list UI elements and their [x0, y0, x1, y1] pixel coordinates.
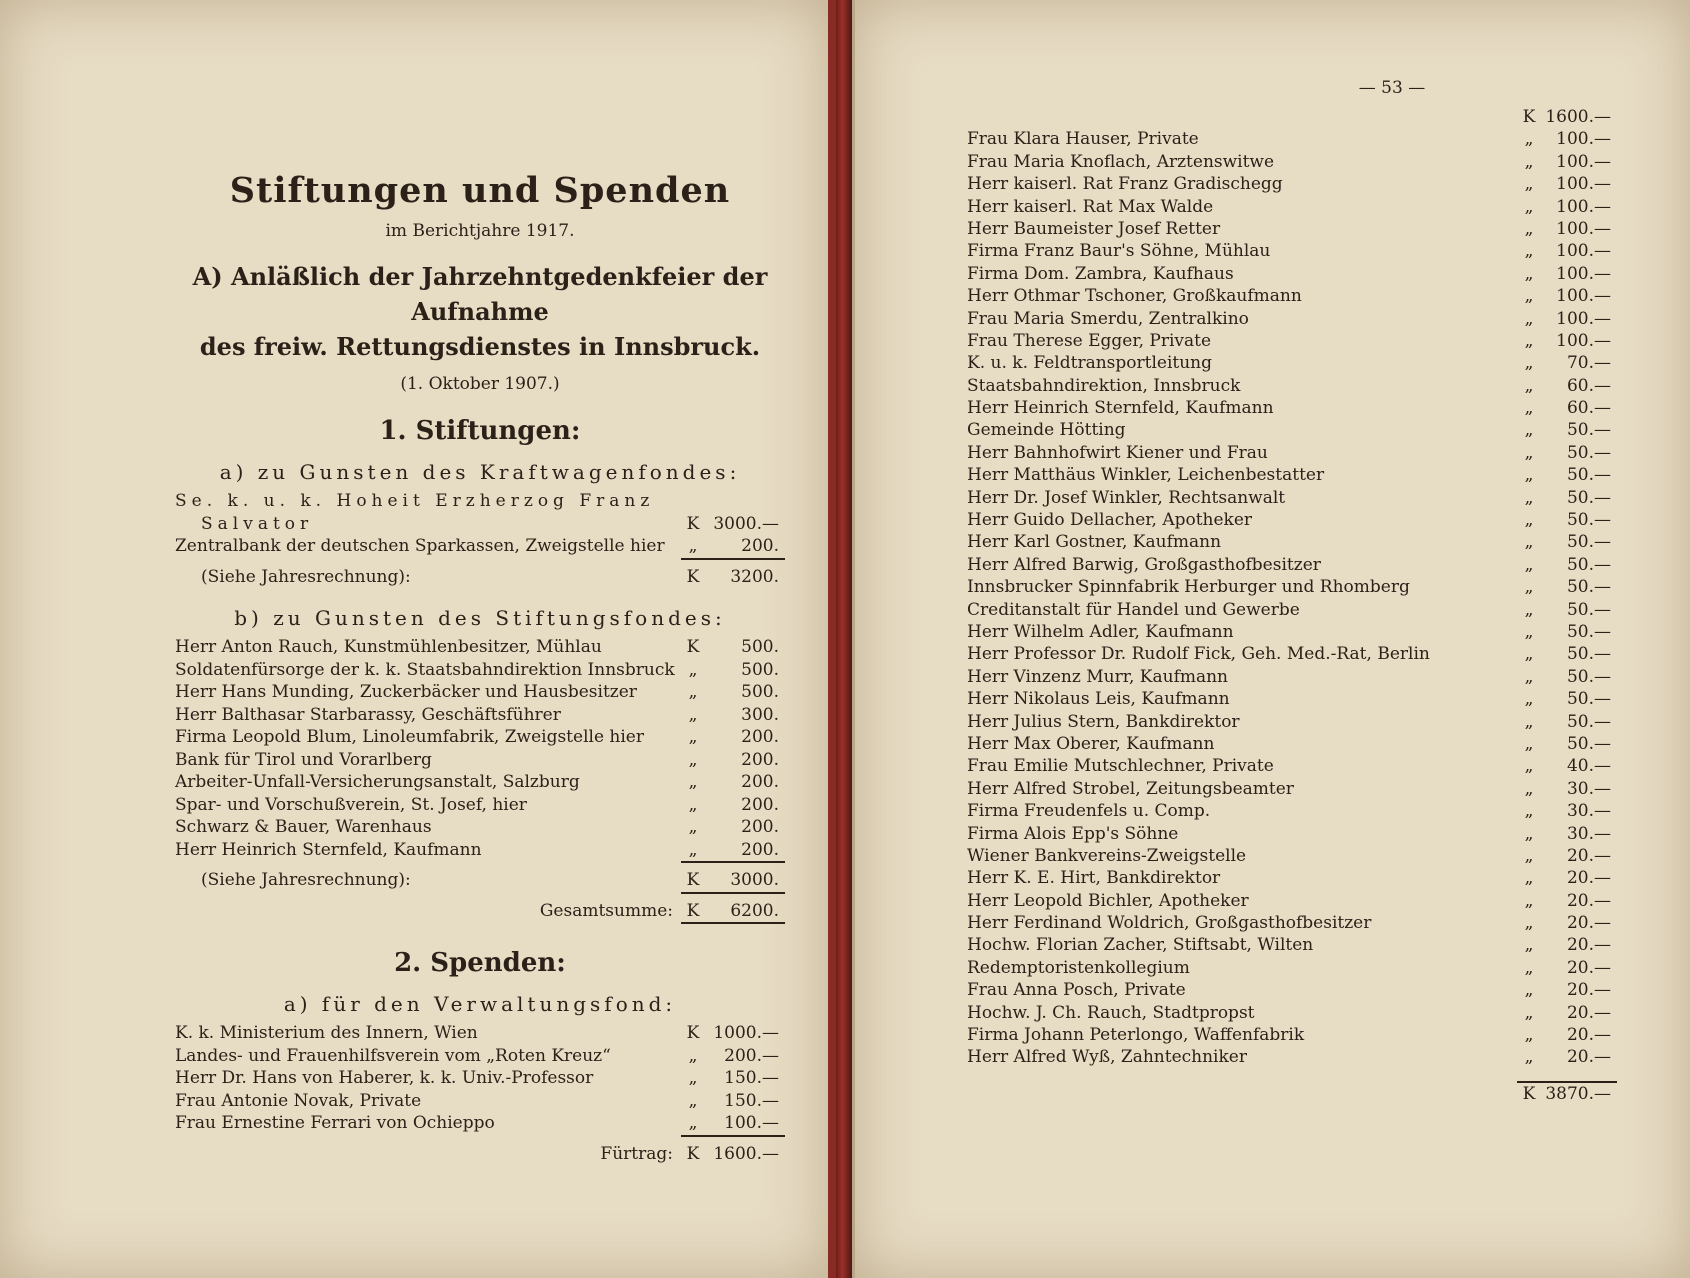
currency-mark: K — [686, 1023, 700, 1043]
list-item — [967, 576, 1617, 598]
donor-name: Firma Dom. Zambra, Kaufhaus — [967, 263, 1234, 284]
donation-amount: 150.— — [724, 1068, 779, 1088]
donor-name: Firma Franz Baur's Söhne, Mühlau — [967, 241, 1271, 262]
currency-mark: „ — [1524, 510, 1534, 531]
list-item — [967, 599, 1617, 621]
donation-amount: 100.— — [1556, 129, 1611, 150]
list-item — [967, 823, 1617, 845]
donor-name: Herr Dr. Josef Winkler, Rechtsanwalt — [967, 487, 1286, 508]
donation-amount: 200. — [705, 839, 785, 864]
donor-name: Herr Ferdinand Woldrich, Großgasthofbesitzer — [967, 913, 1372, 934]
list-item — [967, 643, 1617, 665]
donor-name: Se. k. u. k. Hoheit Erzherzog Franz — [175, 491, 655, 511]
currency-mark: „ — [1524, 465, 1534, 486]
list-item — [967, 957, 1617, 979]
currency-mark: „ — [1524, 778, 1534, 799]
list-item — [967, 1002, 1617, 1024]
donation-amount: 50.— — [1566, 442, 1611, 463]
currency-mark: „ — [688, 1045, 698, 1066]
donation-amount: 100.— — [1556, 263, 1611, 284]
donation-amount: 50.— — [1566, 554, 1611, 575]
currency-mark: „ — [1524, 845, 1534, 866]
currency-mark: „ — [1524, 1025, 1534, 1046]
book-spine — [836, 0, 852, 1278]
list-item — [967, 755, 1617, 777]
currency-mark: „ — [688, 749, 698, 770]
donor-name: Herr Max Oberer, Kaufmann — [967, 733, 1215, 754]
donor-list — [967, 128, 1617, 1068]
currency-mark: „ — [688, 659, 698, 680]
currency-mark: „ — [1524, 980, 1534, 1001]
currency-mark: „ — [688, 727, 698, 747]
list-item — [175, 794, 785, 817]
donation-amount: 200. — [741, 749, 779, 770]
right-page-content — [967, 78, 1617, 1103]
donation-amount: 50.— — [1566, 711, 1611, 732]
list-item — [967, 666, 1617, 688]
donor-name: Herr Balthasar Starbarassy, Geschäftsführer — [175, 704, 561, 725]
currency-mark: K — [681, 869, 705, 894]
donor-name: Schwarz & Bauer, Warenhaus — [175, 817, 432, 837]
donor-name: Spar- und Vorschußverein, St. Josef, hier — [175, 794, 527, 815]
donation-amount: 100.— — [1556, 330, 1611, 351]
carry-forward-row — [175, 1143, 785, 1166]
list-item — [967, 934, 1617, 956]
donor-name: Herr Professor Dr. Rudolf Fick, Geh. Med.-Rat, Berlin — [967, 644, 1430, 665]
currency-mark: „ — [1524, 1002, 1534, 1023]
list-item — [967, 531, 1617, 553]
grand-total-row — [175, 900, 785, 923]
list-item — [967, 173, 1617, 195]
list-item — [967, 979, 1617, 1001]
subtotal-row — [175, 566, 785, 589]
fund-stiftung-heading: b) zu Gunsten des Stiftungsfondes: — [234, 606, 726, 630]
donor-name: Frau Emilie Mutschlechner, Private — [967, 756, 1274, 777]
donation-amount: 100.— — [1556, 218, 1611, 239]
currency-mark: „ — [1524, 554, 1534, 575]
currency-mark: K — [686, 513, 700, 534]
donor-name: Bank für Tirol und Vorarlberg — [175, 749, 432, 770]
donor-name: Creditanstalt für Handel und Gewerbe — [967, 599, 1300, 620]
total-amount: 3870.— — [1541, 1081, 1617, 1105]
donation-amount: 200. — [741, 794, 779, 815]
list-item — [175, 490, 785, 513]
list-item — [967, 330, 1617, 352]
donor-name: Salvator — [201, 513, 314, 534]
donation-amount: 70.— — [1566, 353, 1611, 374]
subtotal-label: (Siehe Jahresrechnung): — [201, 870, 411, 890]
donation-amount: 100.— — [1556, 308, 1611, 329]
donation-amount: 20.— — [1566, 1002, 1611, 1023]
donation-amount: 200. — [741, 817, 779, 837]
list-item — [175, 839, 785, 862]
donation-amount: 50.— — [1566, 510, 1611, 531]
list-item — [967, 800, 1617, 822]
donor-name: Herr Julius Stern, Bankdirektor — [967, 711, 1240, 732]
currency-mark: „ — [1524, 621, 1534, 642]
donation-amount: 20.— — [1566, 868, 1611, 889]
currency-mark: „ — [1524, 1047, 1534, 1068]
donation-amount: 40.— — [1566, 756, 1611, 777]
donor-name: Herr Baumeister Josef Retter — [967, 218, 1221, 239]
currency-mark: „ — [1524, 487, 1534, 508]
donation-amount: 100.— — [1556, 151, 1611, 172]
list-item — [175, 749, 785, 772]
list-item — [967, 285, 1617, 307]
donation-amount: 300. — [741, 704, 779, 725]
list-item — [967, 308, 1617, 330]
donation-amount: 150.— — [724, 1090, 779, 1111]
donor-name: Herr Hans Munding, Zuckerbäcker und Hausbesitzer — [175, 682, 637, 702]
donation-amount: 50.— — [1566, 733, 1611, 754]
list-item — [967, 464, 1617, 486]
donor-name: Herr Vinzenz Murr, Kaufmann — [967, 666, 1229, 687]
donation-amount: 20.— — [1566, 1047, 1611, 1068]
currency-mark: „ — [688, 704, 698, 725]
donor-name: K. u. k. Feldtransportleitung — [967, 353, 1213, 374]
fund-kraftwagen-list — [175, 490, 785, 588]
donation-amount: 50.— — [1566, 644, 1611, 665]
currency-mark: „ — [688, 682, 698, 702]
donor-name: Firma Alois Epp's Söhne — [967, 823, 1179, 844]
currency-mark: „ — [688, 1068, 698, 1088]
donation-amount: 50.— — [1566, 420, 1611, 441]
currency-mark: „ — [1524, 218, 1534, 239]
currency-mark: „ — [1524, 599, 1534, 620]
fund-kraftwagen-heading: a) zu Gunsten des Kraftwagenfondes: — [219, 460, 741, 484]
fund-verwaltung-heading: a) für den Verwaltungsfond: — [283, 992, 677, 1016]
donor-name: Herr kaiserl. Rat Max Walde — [967, 196, 1214, 217]
donor-name: Firma Leopold Blum, Linoleumfabrik, Zweigstelle hier — [175, 727, 644, 747]
donation-amount: 500. — [741, 659, 779, 680]
donor-name: Herr Dr. Hans von Haberer, k. k. Univ.-Professor — [175, 1068, 594, 1088]
donation-amount: 30.— — [1566, 823, 1611, 844]
list-item — [967, 912, 1617, 934]
donation-amount: 1000.— — [713, 1023, 779, 1043]
list-item — [967, 688, 1617, 710]
subtotal-row — [175, 869, 785, 892]
fund-verwaltung-list — [175, 1022, 785, 1165]
donation-amount: 20.— — [1566, 913, 1611, 934]
list-item — [967, 509, 1617, 531]
donor-name: Herr Leopold Bichler, Apotheker — [967, 890, 1249, 911]
list-item — [967, 397, 1617, 419]
subtotal-amount: 3200. — [730, 566, 779, 587]
list-item — [967, 352, 1617, 374]
left-page — [0, 0, 836, 1278]
headline-line-1: A) Anläßlich der Jahrzehntgedenkfeier der Aufnahme — [192, 262, 768, 326]
currency-mark: „ — [1524, 913, 1534, 934]
list-item — [175, 659, 785, 682]
list-item — [967, 1046, 1617, 1068]
list-item — [967, 1024, 1617, 1046]
currency-mark: „ — [1524, 353, 1534, 374]
list-item — [967, 621, 1617, 643]
left-page-content — [175, 170, 785, 1165]
donation-amount: 20.— — [1566, 935, 1611, 956]
list-item — [175, 726, 785, 749]
donation-amount: 60.— — [1566, 398, 1611, 419]
currency-mark: „ — [688, 817, 698, 837]
list-item — [967, 554, 1617, 576]
donation-amount: 200.— — [724, 1045, 779, 1066]
list-item — [175, 1022, 785, 1045]
donation-amount: 20.— — [1566, 845, 1611, 866]
list-item — [967, 419, 1617, 441]
carry-forward-label: Fürtrag: — [600, 1143, 673, 1164]
list-item — [967, 263, 1617, 285]
donation-amount: 20.— — [1566, 890, 1611, 911]
currency-mark: „ — [1524, 196, 1534, 217]
donor-name: Gemeinde Hötting — [967, 420, 1126, 441]
donor-name: Firma Freudenfels u. Comp. — [967, 801, 1211, 822]
currency-mark: K — [681, 900, 705, 925]
list-item — [175, 1112, 785, 1135]
donor-name: Herr Guido Dellacher, Apotheker — [967, 510, 1253, 531]
page-title: Stiftungen und Spenden — [229, 170, 731, 211]
donation-amount: 100.— — [1556, 174, 1611, 195]
list-item — [967, 733, 1617, 755]
donor-name: K. k. Ministerium des Innern, Wien — [175, 1023, 478, 1043]
donor-name: Hochw. J. Ch. Rauch, Stadtpropst — [967, 1002, 1255, 1023]
donor-name: Hochw. Florian Zacher, Stiftsabt, Wilten — [967, 935, 1314, 956]
donation-amount: 100.— — [705, 1112, 785, 1137]
donor-name: Soldatenfürsorge der k. k. Staatsbahndirektion Innsbruck — [175, 659, 675, 680]
subtotal-amount: 3000. — [705, 869, 785, 894]
currency-mark: „ — [1524, 420, 1534, 441]
donation-amount: 50.— — [1566, 487, 1611, 508]
donation-amount: 500. — [741, 637, 779, 657]
currency-mark: „ — [1524, 263, 1534, 284]
donor-name: Herr Alfred Barwig, Großgasthofbesitzer — [967, 554, 1321, 575]
currency-mark: „ — [1524, 241, 1534, 262]
donor-name: Landes- und Frauenhilfsverein vom „Roten Kreuz“ — [175, 1045, 611, 1066]
list-item — [175, 771, 785, 794]
page-number: — 53 — — [1358, 78, 1426, 98]
donor-name: Innsbrucker Spinnfabrik Herburger und Rhomberg — [967, 577, 1410, 598]
list-item — [967, 867, 1617, 889]
donor-name: Herr Matthäus Winkler, Leichenbestatter — [967, 465, 1325, 486]
list-item — [967, 890, 1617, 912]
donation-amount: 500. — [741, 682, 779, 702]
donor-name: Herr Wilhelm Adler, Kaufmann — [967, 621, 1234, 642]
donation-amount: 3000.— — [713, 513, 779, 534]
list-item — [175, 1090, 785, 1113]
carry-forward-amount: 1600.— — [713, 1143, 779, 1164]
donor-name: Frau Maria Smerdu, Zentralkino — [967, 308, 1249, 329]
event-date: (1. Oktober 1907.) — [400, 374, 560, 394]
currency-mark: „ — [1524, 308, 1534, 329]
donor-name: Staatsbahndirektion, Innsbruck — [967, 375, 1241, 396]
currency-mark: „ — [1524, 286, 1534, 307]
donation-amount: 50.— — [1566, 532, 1611, 553]
currency-mark: K — [686, 1143, 700, 1164]
donation-amount: 200. — [741, 727, 779, 747]
currency-mark: „ — [1524, 398, 1534, 419]
currency-mark: „ — [1524, 532, 1534, 553]
currency-mark: „ — [1524, 890, 1534, 911]
donation-amount: 30.— — [1566, 801, 1611, 822]
currency-mark: „ — [1524, 756, 1534, 777]
list-item — [175, 704, 785, 727]
list-item — [967, 240, 1617, 262]
currency-mark: K — [1522, 107, 1536, 127]
carry-over-amount: 1600.— — [1545, 107, 1611, 127]
donor-name: Frau Therese Egger, Private — [967, 330, 1212, 351]
page-subtitle: im Berichtjahre 1917. — [385, 221, 575, 241]
list-item — [967, 487, 1617, 509]
list-item — [175, 1045, 785, 1068]
donation-amount: 20.— — [1566, 1025, 1611, 1046]
currency-mark: „ — [1524, 375, 1534, 396]
list-item — [967, 778, 1617, 800]
donor-name: Herr Anton Rauch, Kunstmühlenbesitzer, Mühlau — [175, 637, 602, 657]
right-page — [852, 0, 1690, 1278]
currency-mark: „ — [1524, 129, 1534, 150]
donation-amount: 20.— — [1566, 957, 1611, 978]
donor-name: Herr Alfred Strobel, Zeitungsbeamter — [967, 778, 1294, 799]
currency-mark: „ — [681, 839, 705, 864]
currency-mark: „ — [1524, 577, 1534, 598]
donor-name: Frau Anna Posch, Private — [967, 980, 1186, 1001]
list-item — [967, 151, 1617, 173]
currency-mark: „ — [681, 1112, 705, 1137]
currency-mark: „ — [1524, 711, 1534, 732]
donor-name: Herr K. E. Hirt, Bankdirektor — [967, 868, 1221, 889]
currency-mark: „ — [1524, 174, 1534, 195]
list-item — [967, 218, 1617, 240]
currency-mark: „ — [688, 772, 698, 792]
donor-name: Herr Alfred Wyß, Zahntechniker — [967, 1047, 1247, 1068]
currency-mark: K — [686, 566, 700, 587]
currency-mark: „ — [1524, 330, 1534, 351]
grand-total-amount: 6200. — [705, 900, 785, 925]
currency-mark: „ — [688, 1090, 698, 1111]
donor-name: Redemptoristenkollegium — [967, 957, 1190, 978]
donation-amount: 50.— — [1566, 621, 1611, 642]
list-item — [175, 513, 785, 536]
donor-name: Herr Karl Gostner, Kaufmann — [967, 532, 1222, 553]
currency-mark: „ — [1524, 935, 1534, 956]
list-item — [175, 636, 785, 659]
list-item — [175, 681, 785, 704]
headline-line-2: des freiw. Rettungsdienstes in Innsbruck. — [199, 332, 761, 361]
subtotal-label: (Siehe Jahresrechnung): — [201, 566, 411, 587]
currency-mark: „ — [1524, 868, 1534, 889]
donor-name: Herr Heinrich Sternfeld, Kaufmann — [175, 839, 482, 860]
currency-mark: „ — [1524, 801, 1534, 822]
section-spenden-title: 2. Spenden: — [394, 948, 566, 978]
donation-amount: 50.— — [1566, 599, 1611, 620]
donor-name: Wiener Bankvereins-Zweigstelle — [967, 845, 1247, 866]
fund-stiftung-list — [175, 636, 785, 922]
list-item — [967, 375, 1617, 397]
currency-mark: „ — [1524, 666, 1534, 687]
list-item — [175, 535, 785, 558]
list-item — [175, 816, 785, 839]
donation-amount: 200. — [705, 535, 785, 560]
donation-amount: 30.— — [1566, 778, 1611, 799]
carry-over-row — [967, 106, 1617, 128]
grand-total-label: Gesamtsumme: — [539, 900, 673, 921]
donation-amount: 50.— — [1566, 577, 1611, 598]
donation-amount: 100.— — [1556, 241, 1611, 262]
donor-name: Herr Nikolaus Leis, Kaufmann — [967, 689, 1230, 710]
currency-mark: „ — [688, 794, 698, 815]
currency-mark: „ — [1524, 823, 1534, 844]
currency-mark: „ — [681, 535, 705, 560]
section-stiftungen-title: 1. Stiftungen: — [379, 416, 581, 446]
donation-amount: 100.— — [1556, 286, 1611, 307]
currency-mark: „ — [1524, 644, 1534, 665]
currency-mark: „ — [1524, 957, 1534, 978]
donor-name: Arbeiter-Unfall-Versicherungsanstalt, Salzburg — [175, 772, 580, 792]
donor-name: Frau Klara Hauser, Private — [967, 129, 1199, 150]
currency-mark: „ — [1524, 689, 1534, 710]
donation-amount: 50.— — [1566, 465, 1611, 486]
list-item — [967, 196, 1617, 218]
donor-name: Frau Ernestine Ferrari von Ochieppo — [175, 1113, 495, 1133]
currency-mark: „ — [1524, 151, 1534, 172]
currency-mark: „ — [1524, 733, 1534, 754]
donor-name: Zentralbank der deutschen Sparkassen, Zweigstelle hier — [175, 536, 665, 556]
list-item — [967, 128, 1617, 150]
donation-amount: 50.— — [1566, 689, 1611, 710]
donor-name: Firma Johann Peterlongo, Waffenfabrik — [967, 1025, 1305, 1046]
list-item — [967, 845, 1617, 867]
donor-name: Herr Bahnhofwirt Kiener und Frau — [967, 442, 1268, 463]
list-item — [175, 1067, 785, 1090]
donor-name: Herr Othmar Tschoner, Großkaufmann — [967, 286, 1302, 307]
donor-name: Herr Heinrich Sternfeld, Kaufmann — [967, 398, 1274, 419]
donor-name: Frau Antonie Novak, Private — [175, 1090, 422, 1111]
donor-name: Herr kaiserl. Rat Franz Gradischegg — [967, 174, 1283, 195]
donation-amount: 60.— — [1566, 375, 1611, 396]
headline — [175, 259, 785, 364]
currency-mark: „ — [1524, 442, 1534, 463]
donation-amount: 100.— — [1556, 196, 1611, 217]
donation-amount: 200. — [741, 772, 779, 792]
donation-amount: 50.— — [1566, 666, 1611, 687]
currency-mark: K — [686, 637, 700, 657]
donor-name: Frau Maria Knoflach, Arztenswitwe — [967, 151, 1275, 172]
list-item — [967, 711, 1617, 733]
list-item — [967, 442, 1617, 464]
donation-amount: 20.— — [1566, 980, 1611, 1001]
currency-mark: K — [1517, 1081, 1541, 1105]
total-row — [967, 1081, 1617, 1103]
